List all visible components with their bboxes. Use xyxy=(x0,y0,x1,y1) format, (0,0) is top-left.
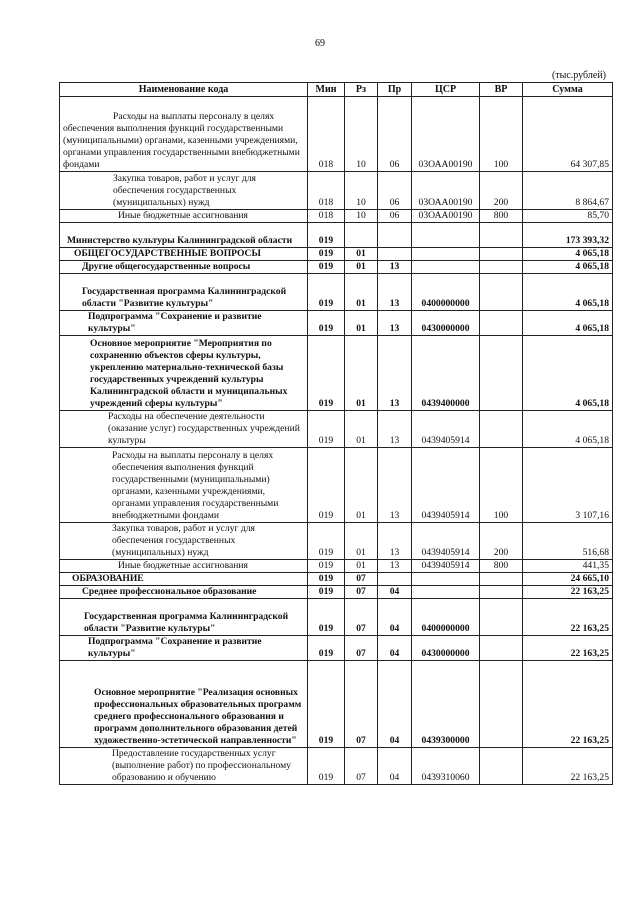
cell-rz: 01 xyxy=(345,560,378,573)
cell-name: Подпрограмма "Сохранение и развитие культуры" xyxy=(60,311,308,336)
units-label: (тыс.рублей) xyxy=(551,70,606,81)
cell-rz: 07 xyxy=(345,599,378,636)
col-header-csr: ЦСР xyxy=(412,83,480,97)
cell-min: 019 xyxy=(308,560,345,573)
cell-vr xyxy=(480,411,523,448)
cell-sum: 22 163,25 xyxy=(523,748,613,785)
budget-table xyxy=(59,82,613,785)
table-row xyxy=(60,210,613,223)
cell-name xyxy=(60,172,308,210)
cell-sum: 173 393,32 xyxy=(523,223,613,248)
cell-vr: 200 xyxy=(480,172,523,210)
cell-pr: 13 xyxy=(378,523,412,560)
cell-pr: 13 xyxy=(378,560,412,573)
cell-name: Другие общегосударственные вопросы xyxy=(60,261,308,274)
cell-rz: 07 xyxy=(345,748,378,785)
cell-sum: 22 163,25 xyxy=(523,586,613,599)
cell-vr xyxy=(480,248,523,261)
cell-min: 018 xyxy=(308,172,345,210)
cell-pr: 04 xyxy=(378,661,412,748)
cell-vr xyxy=(480,311,523,336)
table-row xyxy=(60,274,613,311)
cell-csr: 0439405914 xyxy=(412,448,480,523)
cell-rz: 10 xyxy=(345,97,378,172)
cell-csr: 03ОАА00190 xyxy=(412,97,480,172)
cell-name: Иные бюджетные ассигнования xyxy=(60,560,308,573)
cell-rz: 10 xyxy=(345,172,378,210)
col-header-sum: Сумма xyxy=(523,83,613,97)
cell-pr: 13 xyxy=(378,448,412,523)
cell-min: 019 xyxy=(308,661,345,748)
table-row xyxy=(60,748,613,785)
table-row xyxy=(60,172,613,210)
cell-sum: 22 163,25 xyxy=(523,636,613,661)
cell-min: 019 xyxy=(308,748,345,785)
cell-pr: 04 xyxy=(378,748,412,785)
cell-pr: 06 xyxy=(378,97,412,172)
cell-rz: 01 xyxy=(345,523,378,560)
table-row xyxy=(60,523,613,560)
col-header-pr: Пр xyxy=(378,83,412,97)
cell-pr: 13 xyxy=(378,274,412,311)
cell-pr xyxy=(378,223,412,248)
cell-name: Государственная программа Калининградской области "Развитие культуры" xyxy=(60,274,308,311)
cell-sum: 4 065,18 xyxy=(523,311,613,336)
table-row xyxy=(60,336,613,411)
cell-sum: 441,35 xyxy=(523,560,613,573)
table-row xyxy=(60,261,613,274)
cell-pr: 04 xyxy=(378,636,412,661)
cell-pr xyxy=(378,573,412,586)
cell-rz: 07 xyxy=(345,636,378,661)
cell-vr xyxy=(480,599,523,636)
cell-name: Закупка товаров, работ и услуг для обеспечения государственных (муниципальных) нужд xyxy=(60,523,308,560)
cell-csr xyxy=(412,261,480,274)
cell-sum: 64 307,85 xyxy=(523,97,613,172)
table-row xyxy=(60,223,613,248)
cell-sum: 22 163,25 xyxy=(523,661,613,748)
cell-vr: 800 xyxy=(480,560,523,573)
cell-vr xyxy=(480,636,523,661)
cell-vr xyxy=(480,748,523,785)
cell-pr: 13 xyxy=(378,411,412,448)
cell-rz: 07 xyxy=(345,586,378,599)
cell-vr: 100 xyxy=(480,97,523,172)
cell-name: Расходы на выплаты персоналу в целях обеспечения выполнения функций государственными (муниципальными) органами, казенными учреждениями, органами управления государственными внебюджетными фондами xyxy=(60,97,308,172)
cell-sum: 4 065,18 xyxy=(523,411,613,448)
cell-csr xyxy=(412,223,480,248)
col-header-min: Мин xyxy=(308,83,345,97)
cell-vr: 200 xyxy=(480,523,523,560)
cell-sum: 85,70 xyxy=(523,210,613,223)
cell-pr: 13 xyxy=(378,311,412,336)
cell-min: 019 xyxy=(308,573,345,586)
cell-pr: 13 xyxy=(378,336,412,411)
cell-sum: 516,68 xyxy=(523,523,613,560)
cell-csr: 0439405914 xyxy=(412,411,480,448)
table-row xyxy=(60,586,613,599)
cell-sum: 4 065,18 xyxy=(523,336,613,411)
cell-rz: 01 xyxy=(345,248,378,261)
cell-csr: 0400000000 xyxy=(412,274,480,311)
cell-vr: 800 xyxy=(480,210,523,223)
table-row xyxy=(60,248,613,261)
cell-pr xyxy=(378,248,412,261)
cell-pr: 04 xyxy=(378,586,412,599)
cell-name-text: Закупка товаров, работ и услуг для обеспечения государственных (муниципальных) нужд xyxy=(113,173,256,208)
cell-pr: 13 xyxy=(378,261,412,274)
table-row xyxy=(60,560,613,573)
cell-name: Основное мероприятие "Реализация основных профессиональных образовательных программ среднего профессионального образования и программ дополнительного образования детей художественно-эстетической направленности" xyxy=(60,661,308,748)
cell-min: 019 xyxy=(308,523,345,560)
cell-min: 018 xyxy=(308,210,345,223)
page-number: 69 xyxy=(315,38,325,49)
cell-rz: 01 xyxy=(345,261,378,274)
cell-vr xyxy=(480,274,523,311)
cell-vr xyxy=(480,573,523,586)
cell-csr: 0439405914 xyxy=(412,523,480,560)
cell-sum: 4 065,18 xyxy=(523,261,613,274)
col-header-vr: ВР xyxy=(480,83,523,97)
table-row xyxy=(60,97,613,172)
cell-min: 019 xyxy=(308,586,345,599)
cell-sum: 3 107,16 xyxy=(523,448,613,523)
cell-min: 019 xyxy=(308,223,345,248)
table-row xyxy=(60,636,613,661)
cell-csr xyxy=(412,586,480,599)
cell-min: 019 xyxy=(308,274,345,311)
cell-min: 019 xyxy=(308,336,345,411)
table-row xyxy=(60,599,613,636)
cell-csr: 0439310060 xyxy=(412,748,480,785)
table-row xyxy=(60,661,613,748)
col-header-rz: Рз xyxy=(345,83,378,97)
cell-rz: 10 xyxy=(345,210,378,223)
cell-min: 019 xyxy=(308,599,345,636)
cell-csr: 0430000000 xyxy=(412,636,480,661)
cell-vr xyxy=(480,661,523,748)
cell-min: 019 xyxy=(308,261,345,274)
table-row xyxy=(60,411,613,448)
cell-csr: 03ОАА00190 xyxy=(412,210,480,223)
cell-pr: 06 xyxy=(378,210,412,223)
cell-min: 019 xyxy=(308,636,345,661)
cell-sum: 4 065,18 xyxy=(523,248,613,261)
cell-csr xyxy=(412,573,480,586)
cell-min: 019 xyxy=(308,411,345,448)
cell-min: 018 xyxy=(308,97,345,172)
table-header-row xyxy=(60,83,613,97)
cell-pr: 04 xyxy=(378,599,412,636)
cell-rz: 01 xyxy=(345,411,378,448)
cell-name: Предоставление государственных услуг (выполнение работ) по профессиональному образованию и обучению xyxy=(60,748,308,785)
cell-name: ОБЩЕГОСУДАРСТВЕННЫЕ ВОПРОСЫ xyxy=(60,248,308,261)
cell-pr: 06 xyxy=(378,172,412,210)
cell-name: Расходы на обеспечение деятельности (оказание услуг) государственных учреждений культуры xyxy=(60,411,308,448)
cell-rz: 07 xyxy=(345,661,378,748)
table-row xyxy=(60,573,613,586)
table-row xyxy=(60,311,613,336)
cell-rz xyxy=(345,223,378,248)
cell-min: 019 xyxy=(308,311,345,336)
cell-sum: 4 065,18 xyxy=(523,274,613,311)
cell-csr: 0439400000 xyxy=(412,336,480,411)
cell-name: Иные бюджетные ассигнования xyxy=(60,210,308,223)
cell-name: Подпрограмма "Сохранение и развитие культуры" xyxy=(60,636,308,661)
cell-rz: 01 xyxy=(345,448,378,523)
cell-csr xyxy=(412,248,480,261)
cell-name: Основное мероприятие "Мероприятия по сохранению объектов сферы культуры, укреплению материально-технической базы государственных учреждений культуры Калининградской области и муниципальных учреждений сферы культуры" xyxy=(60,336,308,411)
cell-csr: 0439405914 xyxy=(412,560,480,573)
cell-csr: 0439300000 xyxy=(412,661,480,748)
cell-csr: 03ОАА00190 xyxy=(412,172,480,210)
cell-vr xyxy=(480,336,523,411)
cell-min: 019 xyxy=(308,248,345,261)
cell-rz: 01 xyxy=(345,336,378,411)
cell-name: Расходы на выплаты персоналу в целях обеспечения выполнения функций государственными (муниципальными) органами, казенными учреждениями, органами управления государственными внебюджетными фондами xyxy=(60,448,308,523)
cell-name: Среднее профессиональное образование xyxy=(60,586,308,599)
cell-vr xyxy=(480,261,523,274)
cell-rz: 07 xyxy=(345,573,378,586)
cell-sum: 24 665,10 xyxy=(523,573,613,586)
cell-vr xyxy=(480,223,523,248)
cell-csr: 0400000000 xyxy=(412,599,480,636)
cell-min: 019 xyxy=(308,448,345,523)
cell-csr: 0430000000 xyxy=(412,311,480,336)
cell-name: Министерство культуры Калининградской области xyxy=(60,223,308,248)
cell-sum: 8 864,67 xyxy=(523,172,613,210)
cell-name: Государственная программа Калининградской области "Развитие культуры" xyxy=(60,599,308,636)
cell-rz: 01 xyxy=(345,311,378,336)
cell-rz: 01 xyxy=(345,274,378,311)
col-header-name: Наименование кода xyxy=(60,83,308,97)
cell-sum: 22 163,25 xyxy=(523,599,613,636)
cell-vr xyxy=(480,586,523,599)
table-row xyxy=(60,448,613,523)
cell-name: ОБРАЗОВАНИЕ xyxy=(60,573,308,586)
cell-vr: 100 xyxy=(480,448,523,523)
